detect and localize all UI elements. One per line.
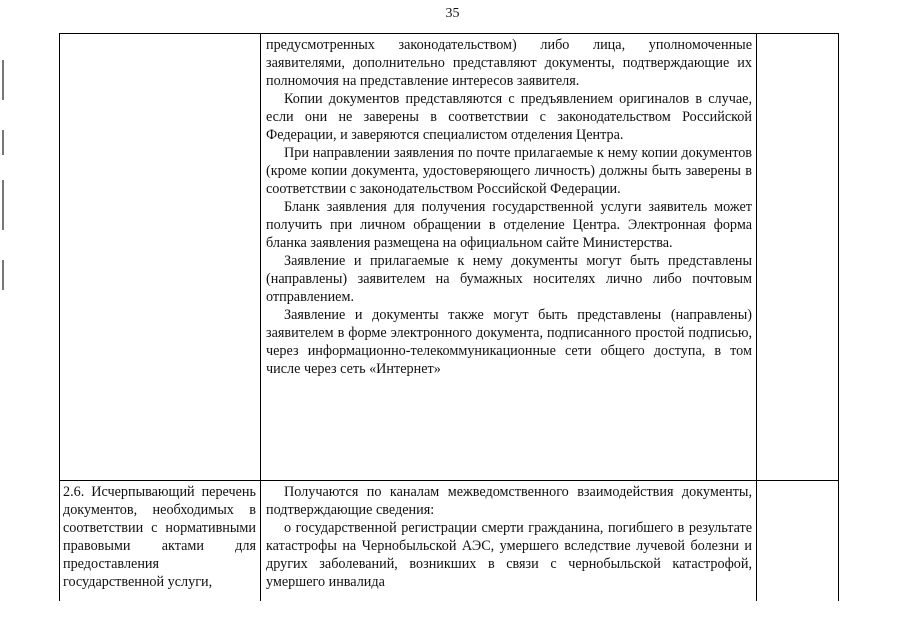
row1-col-a-empty-cell (60, 34, 260, 480)
paragraph: предусмотренных законодательством) либо лица, уполномоченные заявителями, дополнительно представляют документы, подтверждающие их полномочия на представление интересов заявителя. (266, 37, 752, 89)
page-number: 35 (445, 6, 460, 21)
paragraph: Заявление и прилагаемые к нему документы могут быть представлены (направлены) заявителем на бумажных носителях лично либо почтовым отправлением. (266, 253, 752, 305)
row1-col-b-cell (260, 34, 757, 480)
paragraph: о государственной регистрации смерти гражданина, погибшего в результате катастрофы на Чернобыльской АЭС, умершего вследствие лучевой болезни и других заболеваний, возникших в связи с чернобыльской катастрофой, умершего инвалида (266, 520, 752, 590)
paragraph: Заявление и документы также могут быть представлены (направлены) заявителем в форме электронного документа, подписанного простой подписью, через информационно-телекоммуникационные сети общего доступа, в том числе через сеть «Интернет» (266, 307, 752, 377)
paragraph: Копии документов представляются с предъявлением оригиналов в случае, если они не заверены в соответствии с законодательством Российской Федерации, и заверяются специалистом отделения Центра. (266, 91, 752, 143)
margin-scan-marks (2, 60, 5, 320)
row2-col-c-empty-cell (757, 481, 838, 601)
section-heading-text: 2.6. Исчерпывающий перечень документов, необходимых в соответствии с нормативными правовыми актами для предоставления государственной услуги, (63, 484, 256, 590)
paragraph: Бланк заявления для получения государственной услуги заявитель может получить при личном обращении в отделение Центра. Электронная форма бланка заявления размещена на официальном сайте Министерства. (266, 199, 752, 251)
row1-col-c-empty-cell (757, 34, 838, 480)
document-table (59, 33, 839, 601)
row2-col-a-cell (60, 481, 260, 601)
paragraph: Получаются по каналам межведомственного взаимодействия документы, подтверждающие сведения: (266, 484, 752, 518)
row2-col-b-cell (260, 481, 757, 601)
paragraph: При направлении заявления по почте прилагаемые к нему копии документов (кроме копии документа, удостоверяющего личность) должны быть заверены в соответствии с законодательством Российской Федерации. (266, 145, 752, 197)
